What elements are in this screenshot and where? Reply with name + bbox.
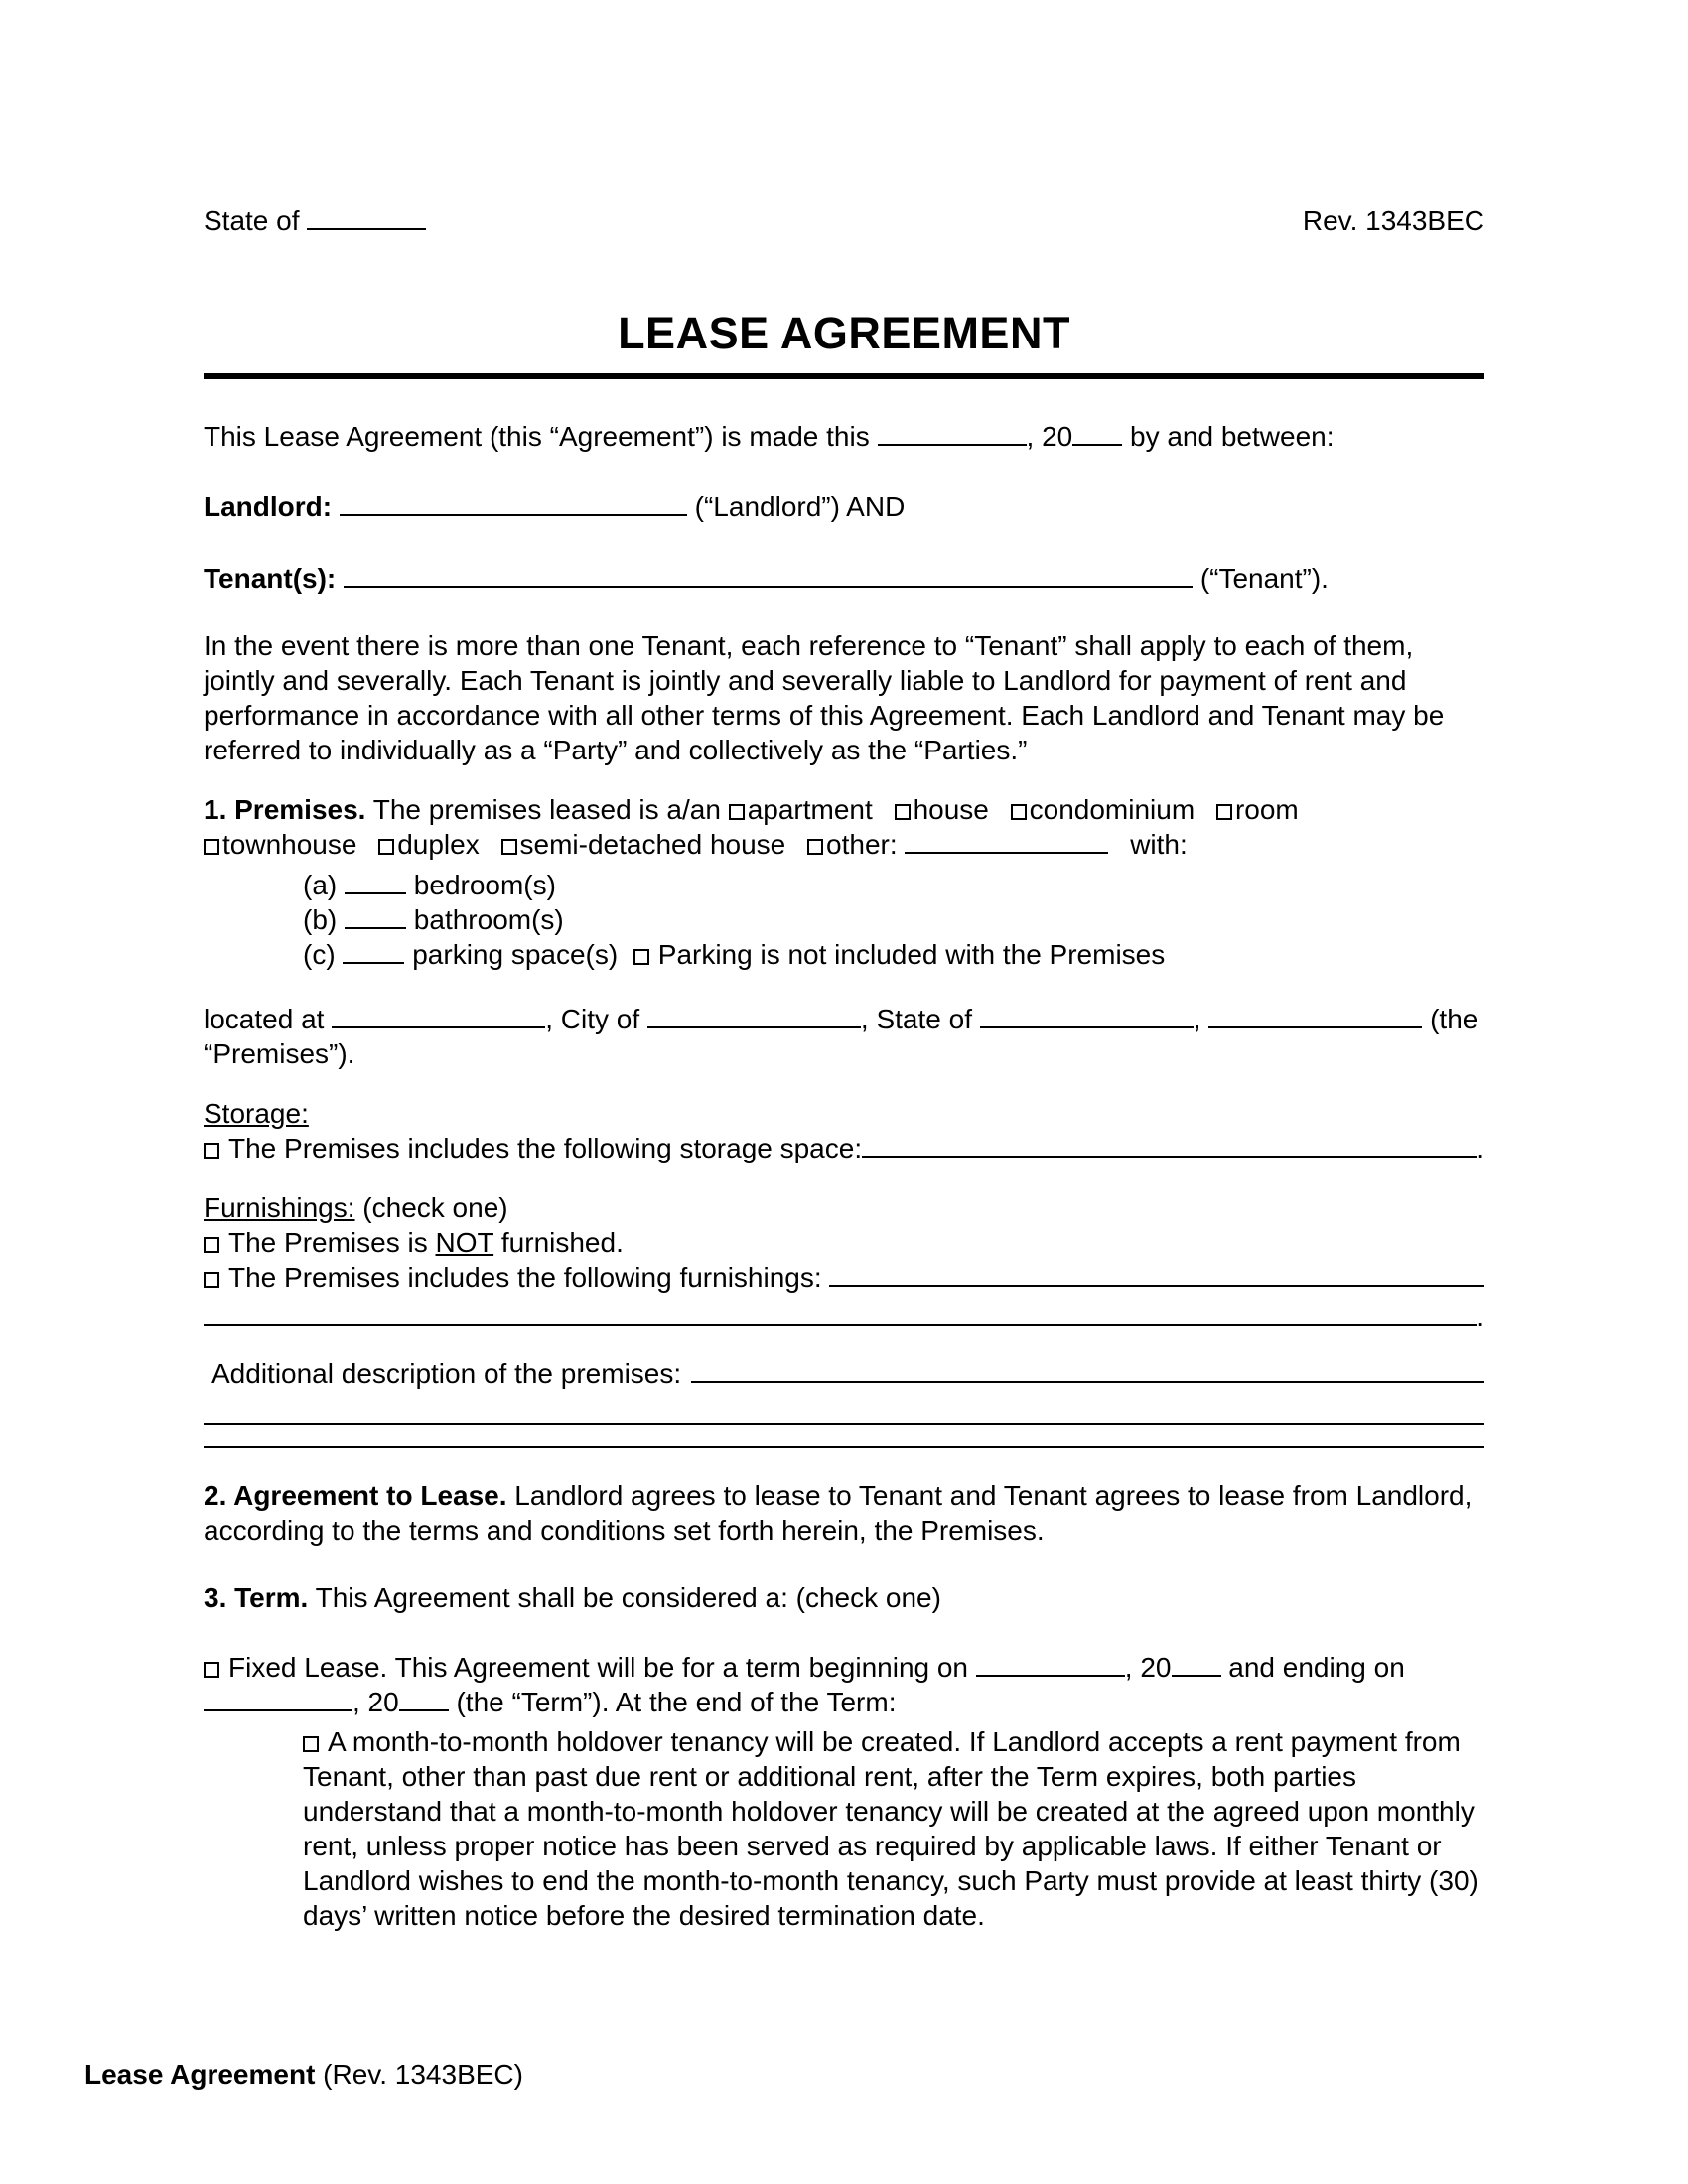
option-townhouse: townhouse <box>204 827 356 862</box>
joint-paragraph: In the event there is more than one Tenant, each reference to “Tenant” shall apply to each of them, jointly and severally. Each Tenant is jointly and severally liable to Landlord for payment of rent and performance in accordance with all other terms of this Agreement. Each Landlord and Tenant may be referred to individually as a “Party” and collectively as the “Parties.” <box>204 630 1445 765</box>
term-end-blank-field[interactable] <box>204 1688 352 1711</box>
tenant-label: Tenant(s): <box>204 563 337 594</box>
storage-heading: Storage: <box>204 1098 309 1129</box>
option-semi-detached: semi-detached house <box>501 827 786 862</box>
option-room: room <box>1216 792 1299 827</box>
additional-desc-line-2 <box>204 1401 1484 1425</box>
checkbox-icon[interactable] <box>633 949 649 965</box>
intro-post: by and between: <box>1130 421 1335 452</box>
date-blank-field[interactable] <box>878 422 1027 446</box>
agreement-heading: 2. Agreement to Lease. <box>204 1480 507 1511</box>
holdover-paragraph <box>303 1724 1484 1933</box>
intro-pre: This Lease Agreement (this “Agreement”) is made this <box>204 421 870 452</box>
furnishings-heading: Furnishings: (check one) <box>204 1192 508 1223</box>
intro-line <box>204 419 1484 454</box>
tenant-blank-field[interactable] <box>344 564 1193 588</box>
storage-text: The Premises includes the following storage space: <box>228 1133 863 1163</box>
zip-blank-field[interactable] <box>1208 1005 1422 1028</box>
parking-blank-field[interactable] <box>343 940 404 964</box>
agreement-text: Landlord agrees to lease to Tenant and Tenant agrees to lease from Landlord, according to the terms and conditions set forth herein, the Premises. <box>204 1480 1473 1546</box>
premises-items <box>303 868 1484 972</box>
document-title: LEASE AGREEMENT <box>618 308 1070 358</box>
option-condominium: condominium <box>1011 792 1196 827</box>
premises-with: with: <box>1130 829 1188 860</box>
parking-line: (c) parking space(s) Parking is not included with the Premises <box>303 939 1166 970</box>
footer-rev: (Rev. 1343BEC) <box>315 2059 523 2090</box>
checkbox-icon[interactable] <box>1011 804 1027 820</box>
checkbox-icon[interactable] <box>204 1237 219 1253</box>
option-other: other: <box>807 827 1108 862</box>
agreement-section <box>204 1478 1484 1548</box>
state-of-label: State of <box>204 205 300 236</box>
additional-desc-line-3 <box>204 1425 1484 1448</box>
parking-not-included-label: Parking is not included with the Premises <box>657 939 1166 970</box>
term-start-blank-field[interactable] <box>976 1653 1125 1677</box>
additional-blank-field-3[interactable] <box>204 1425 1484 1448</box>
premises-intro <box>204 792 1484 862</box>
landlord-blank-field[interactable] <box>340 492 687 516</box>
revision-label: Rev. 1343BEC <box>1302 205 1484 236</box>
premises-tail: (the “Premises”). <box>204 1004 1478 1069</box>
checkbox-icon[interactable] <box>204 839 219 855</box>
state-of-line <box>204 204 426 238</box>
checkbox-icon[interactable] <box>501 839 517 855</box>
tenant-suffix: (“Tenant”). <box>1199 563 1329 594</box>
landlord-label: Landlord: <box>204 491 333 522</box>
tenant-line <box>204 561 1484 596</box>
storage-blank-field[interactable] <box>862 1134 1477 1158</box>
not-furnished-line: The Premises is NOT furnished. <box>204 1225 1484 1260</box>
checkbox-icon[interactable] <box>204 1143 219 1159</box>
additional-desc-label: Additional description of the premises: <box>211 1358 682 1389</box>
furnishings-blank-field[interactable] <box>829 1263 1484 1287</box>
term-end-year-blank[interactable] <box>399 1688 449 1711</box>
year-blank-field[interactable] <box>1072 422 1122 446</box>
furnishings-line-2: . <box>204 1299 1484 1334</box>
title-rule <box>204 373 1484 379</box>
landlord-suffix: (“Landlord”) AND <box>694 491 906 522</box>
bathrooms-blank-field[interactable] <box>345 905 406 929</box>
checkbox-icon[interactable] <box>303 1736 319 1752</box>
furnishings-line <box>204 1260 1484 1295</box>
fixed-lease-line: Fixed Lease. This Agreement will be for a term beginning on , 20 and ending on , 20 (the “Term”). At the end of the Term: <box>204 1650 1484 1719</box>
holdover-text: A month-to-month holdover tenancy will be created. If Landlord accepts a rent payment from Tenant, other than past due rent or additional rent, after the Term expires, both parties understand that a month-to-month holdover tenancy will be created at the agreed upon monthly rent, unless proper notice has been served as required by applicable laws. If either Tenant or Landlord wishes to end the month-to-month tenancy, such Party must provide at least thirty (30) days’ written notice before the desired termination date. <box>303 1726 1478 1931</box>
located-line: located at , City of , State of , (the “Premises”). <box>204 1004 1478 1069</box>
term-heading: 3. Term. <box>204 1582 309 1613</box>
checkbox-icon[interactable] <box>895 804 911 820</box>
state-blank-field2[interactable] <box>980 1005 1194 1028</box>
additional-blank-field-2[interactable] <box>204 1401 1484 1425</box>
storage-line: The Premises includes the following storage space: . <box>204 1131 1484 1165</box>
bedrooms-blank-field[interactable] <box>345 871 406 894</box>
checkbox-icon[interactable] <box>204 1662 219 1678</box>
state-blank-field[interactable] <box>307 206 426 230</box>
checkbox-icon[interactable] <box>729 804 745 820</box>
other-blank-field[interactable] <box>905 830 1108 854</box>
bedrooms-line: (a) bedroom(s) <box>303 870 556 900</box>
checkbox-icon[interactable] <box>378 839 394 855</box>
checkbox-icon[interactable] <box>807 839 823 855</box>
not-word: NOT <box>435 1227 494 1258</box>
additional-blank-field[interactable] <box>691 1359 1484 1383</box>
furnishings-blank-field-2[interactable] <box>204 1302 1477 1326</box>
premises-lead: The premises leased is a/an <box>372 794 721 825</box>
term-section <box>204 1580 1484 1615</box>
page-header <box>204 204 1484 238</box>
additional-desc-line <box>204 1356 1484 1391</box>
checkbox-icon[interactable] <box>1216 804 1232 820</box>
landlord-line <box>204 489 1484 524</box>
page-footer <box>84 2057 523 2092</box>
furnishings-text: The Premises includes the following furnishings: <box>228 1262 822 1293</box>
city-blank-field[interactable] <box>647 1005 861 1028</box>
bathrooms-line: (b) bathroom(s) <box>303 904 564 935</box>
checkbox-icon[interactable] <box>204 1272 219 1288</box>
term-start-year-blank[interactable] <box>1172 1653 1221 1677</box>
option-apartment: apartment <box>729 792 873 827</box>
option-house: house <box>895 792 989 827</box>
intro-year: , 20 <box>1026 421 1073 452</box>
option-duplex: duplex <box>378 827 480 862</box>
term-text: This Agreement shall be considered a: (check one) <box>315 1582 941 1613</box>
address-blank-field[interactable] <box>332 1005 545 1028</box>
premises-heading: 1. Premises. <box>204 794 366 825</box>
footer-title: Lease Agreement <box>84 2059 316 2090</box>
